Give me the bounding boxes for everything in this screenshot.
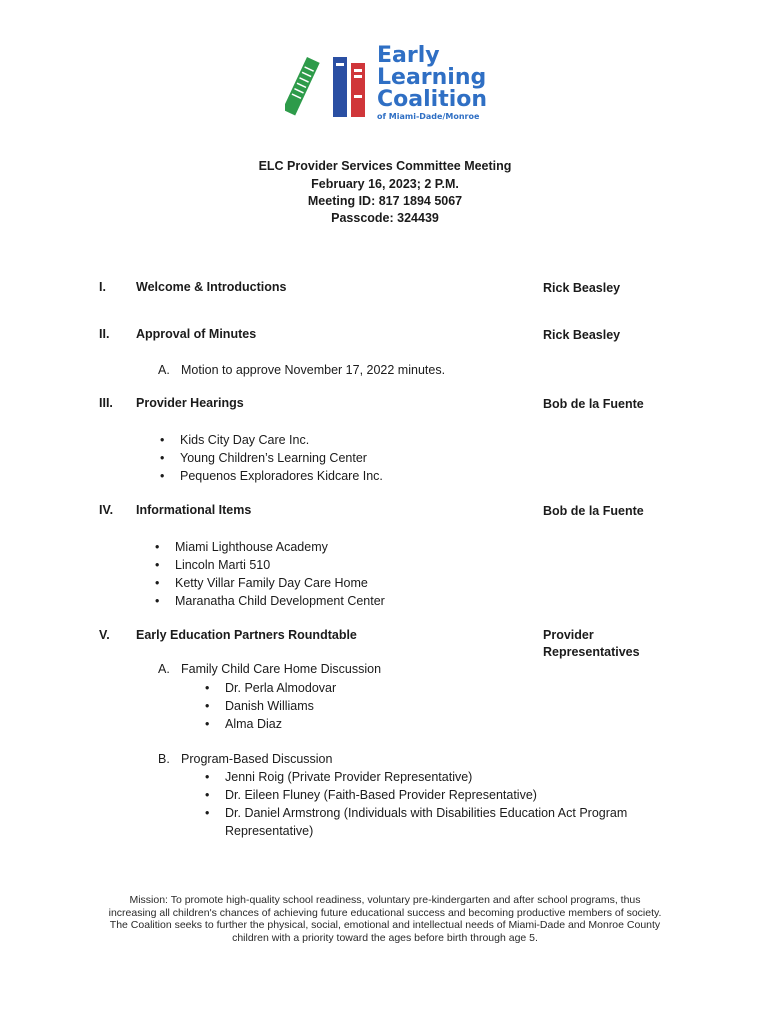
sub-item-text: Motion to approve November 17, 2022 minutes.: [181, 363, 446, 377]
section-title: Provider Hearings: [136, 396, 244, 410]
list-item-text: Ketty Villar Family Day Care Home: [175, 576, 368, 590]
list-item: [205, 804, 627, 822]
section-title: Welcome & Introductions: [136, 280, 287, 294]
list-item: [160, 431, 309, 449]
list-item: [160, 449, 367, 467]
section-title: Informational Items: [136, 503, 252, 517]
section-numeral: IV.: [99, 503, 114, 517]
list-item-text: Dr. Daniel Armstrong (Individuals with Disabilities Education Act Program: [225, 806, 628, 820]
logo-word-early: Early: [377, 43, 440, 68]
meeting-title: ELC Provider Services Committee Meeting: [258, 159, 512, 173]
bullet-icon: •: [160, 451, 165, 465]
logo-word-learning: Learning: [377, 65, 487, 90]
section-numeral: I.: [99, 280, 106, 294]
list-item: [155, 592, 385, 610]
bullet-icon: •: [205, 788, 210, 802]
list-item-text: Pequenos Exploradores Kidcare Inc.: [180, 469, 383, 483]
bullet-icon: •: [160, 469, 165, 483]
bullet-icon: •: [205, 699, 210, 713]
list-item: [205, 768, 472, 786]
books-icon: [285, 45, 375, 125]
list-item-text: Dr. Perla Almodovar: [225, 681, 337, 695]
bullet-icon: •: [155, 594, 160, 608]
list-item: [155, 538, 328, 556]
list-item: [155, 556, 270, 574]
section-numeral: III.: [99, 396, 113, 410]
meeting-passcode: Passcode: 324439: [331, 211, 439, 225]
bullet-icon: •: [155, 558, 160, 572]
bullet-icon: •: [155, 576, 160, 590]
elc-logo: [285, 45, 495, 125]
section-numeral: V.: [99, 628, 110, 642]
section-presenter-line2: Representatives: [543, 645, 640, 659]
bullet-icon: •: [205, 806, 210, 820]
list-item-text: Maranatha Child Development Center: [175, 594, 385, 608]
bullet-icon: •: [160, 433, 165, 447]
meeting-id: Meeting ID: 817 1894 5067: [307, 194, 463, 208]
list-item: [205, 697, 314, 715]
list-item-text: Kids City Day Care Inc.: [180, 433, 310, 447]
section-numeral: II.: [99, 327, 110, 341]
section-title: Approval of Minutes: [136, 327, 257, 341]
list-item-text: Young Children’s Learning Center: [180, 451, 367, 465]
section-presenter: Rick Beasley: [543, 328, 621, 342]
section-presenter: Bob de la Fuente: [543, 397, 644, 411]
list-item: [160, 467, 383, 485]
list-item-text: Dr. Eileen Fluney (Faith-Based Provider Representative): [225, 788, 537, 802]
list-item: [205, 679, 336, 697]
section-presenter: Rick Beasley: [543, 281, 621, 295]
list-item-text: Lincoln Marti 510: [175, 558, 271, 572]
list-item-text: Alma Diaz: [225, 717, 282, 731]
sub-item-text: Program-Based Discussion: [181, 752, 333, 766]
meeting-date: February 16, 2023; 2 P.M.: [311, 177, 459, 191]
list-item: [205, 786, 537, 804]
section-presenter: Bob de la Fuente: [543, 504, 644, 518]
list-item-text: Jenni Roig (Private Provider Representative): [225, 770, 473, 784]
list-item-text: Danish Williams: [225, 699, 314, 713]
section-title: Early Education Partners Roundtable: [136, 628, 357, 642]
bullet-icon: •: [205, 681, 210, 695]
list-item-continuation: Representative): [225, 824, 314, 838]
sub-item-letter: A.: [158, 662, 170, 676]
sub-item-text: Family Child Care Home Discussion: [181, 662, 382, 676]
mission-line: increasing all children's chances of achieving future educational success and becoming productive members of society.: [108, 907, 662, 919]
logo-subtitle: of Miami-Dade/Monroe: [377, 112, 480, 121]
bullet-icon: •: [205, 717, 210, 731]
sub-item-letter: B.: [158, 752, 170, 766]
bullet-icon: •: [155, 540, 160, 554]
section-presenter-line1: Provider: [543, 628, 594, 642]
mission-line: children with a priority toward the ages before birth through age 5.: [232, 932, 538, 944]
list-item: [155, 574, 368, 592]
bullet-icon: •: [205, 770, 210, 784]
logo-word-coalition: Coalition: [377, 87, 488, 112]
mission-line: The Coalition seeks to further the physical, social, emotional and intellectual needs of Miami-Dade and Monroe County: [109, 919, 661, 931]
list-item: [205, 715, 282, 733]
list-item-text: Miami Lighthouse Academy: [175, 540, 328, 554]
mission-line: Mission: To promote high-quality school readiness, voluntary pre-kindergarten and after school programs, thus: [129, 894, 641, 906]
sub-item-letter: A.: [158, 363, 170, 377]
